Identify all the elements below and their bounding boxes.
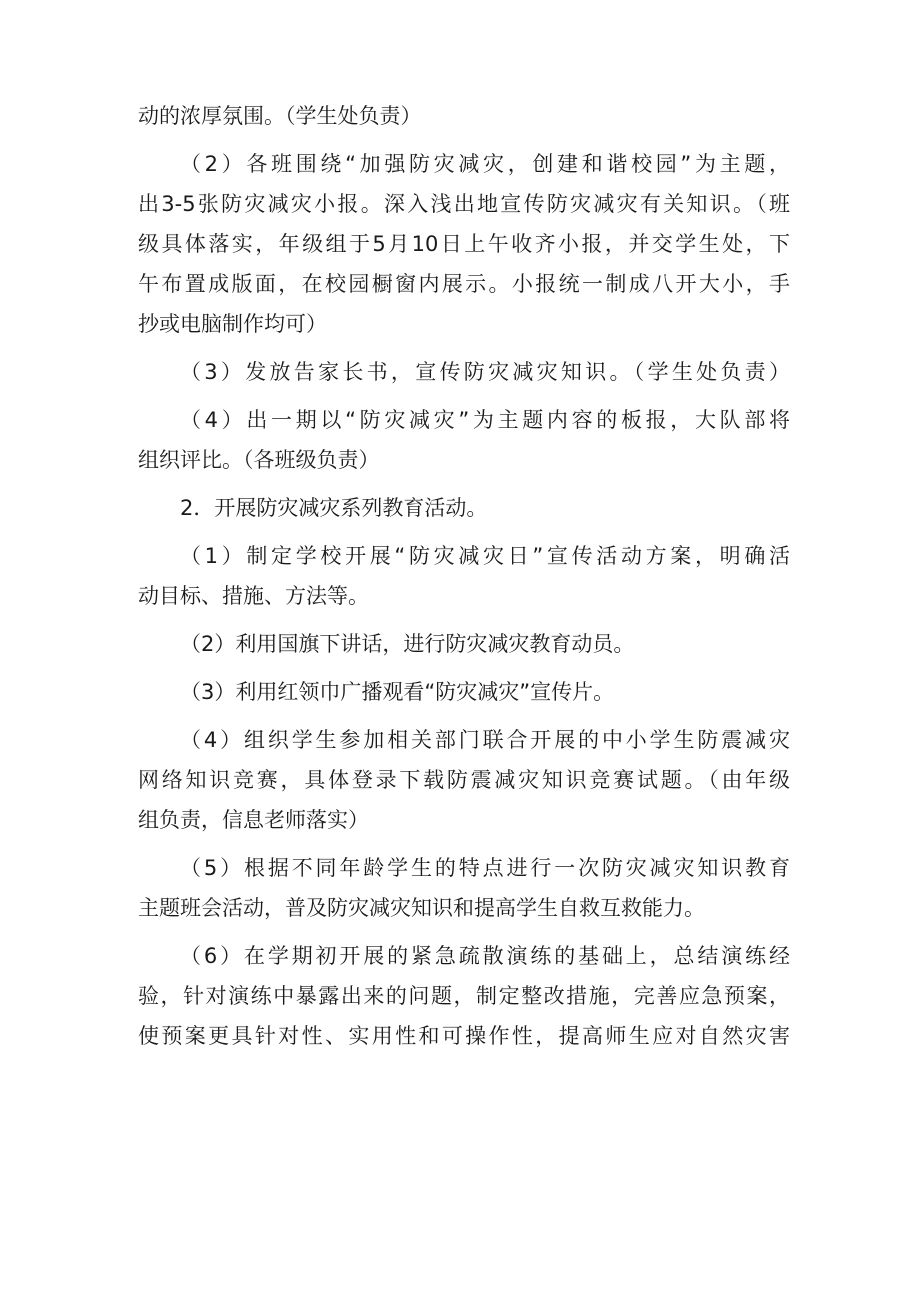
document-body [138,96,790,1064]
paragraph-2 [138,144,790,344]
text-line: （1）制定学校开展“防灾减灾日”宣传活动方案，明确活 [180,544,790,568]
text-line: 2．开展防灾减灾系列教育活动。 [180,496,488,520]
text-line: 出3-5张防灾减灾小报。深入浅出地宣传防灾减灾有关知识。（班 [138,192,790,216]
text-line: 验，针对演练中暴露出来的问题，制定整改措施，完善应急预案， [138,984,790,1008]
text-line: 动的浓厚氛围。（学生处负责） [138,104,422,128]
paragraph-4 [138,400,790,480]
text-line: 组织评比。（各班级负责） [138,448,380,472]
text-line: （3）发放告家长书，宣传防灾减灾知识。（学生处负责） [180,360,790,384]
text-line: 动目标、措施、方法等。 [138,584,369,608]
text-line: （6）在学期初开展的紧急疏散演练的基础上，总结演练经 [180,944,790,968]
section-heading [138,488,790,528]
text-line: 使预案更具针对性、实用性和可操作性，提高师生应对自然灾害 [138,1024,790,1048]
text-line: （5）根据不同年龄学生的特点进行一次防灾减灾知识教育 [180,856,790,880]
paragraph-10 [138,848,790,928]
paragraph-7 [138,624,790,664]
paragraph-6 [138,536,790,616]
text-line: （4）出一期以“防灾减灾”为主题内容的板报，大队部将 [180,408,790,432]
text-line: （3）利用红领巾广播观看“防灾减灾”宣传片。 [180,680,615,704]
paragraph-9 [138,720,790,840]
text-line: 主题班会活动，普及防灾减灾知识和提高学生自救互救能力。 [138,896,705,920]
text-line: 组负责，信息老师落实） [138,808,369,832]
paragraph-1 [138,96,790,136]
text-line: （2）利用国旗下讲话，进行防灾减灾教育动员。 [180,632,635,656]
paragraph-8 [138,672,790,712]
paragraph-3 [138,352,790,392]
text-line: 网络知识竞赛，具体登录下载防震减灾知识竞赛试题。（由年级 [138,768,790,792]
text-line: （2）各班围绕“加强防灾减灾，创建和谐校园”为主题， [180,152,790,176]
text-line: 午布置成版面，在校园橱窗内展示。小报统一制成八开大小，手 [138,272,790,296]
paragraph-11 [138,936,790,1056]
text-line: 级具体落实，年级组于5月10日上午收齐小报，并交学生处，下 [138,232,790,256]
text-line: （4）组织学生参加相关部门联合开展的中小学生防震减灾 [180,728,790,752]
text-line: 抄或电脑制作均可） [138,312,327,336]
